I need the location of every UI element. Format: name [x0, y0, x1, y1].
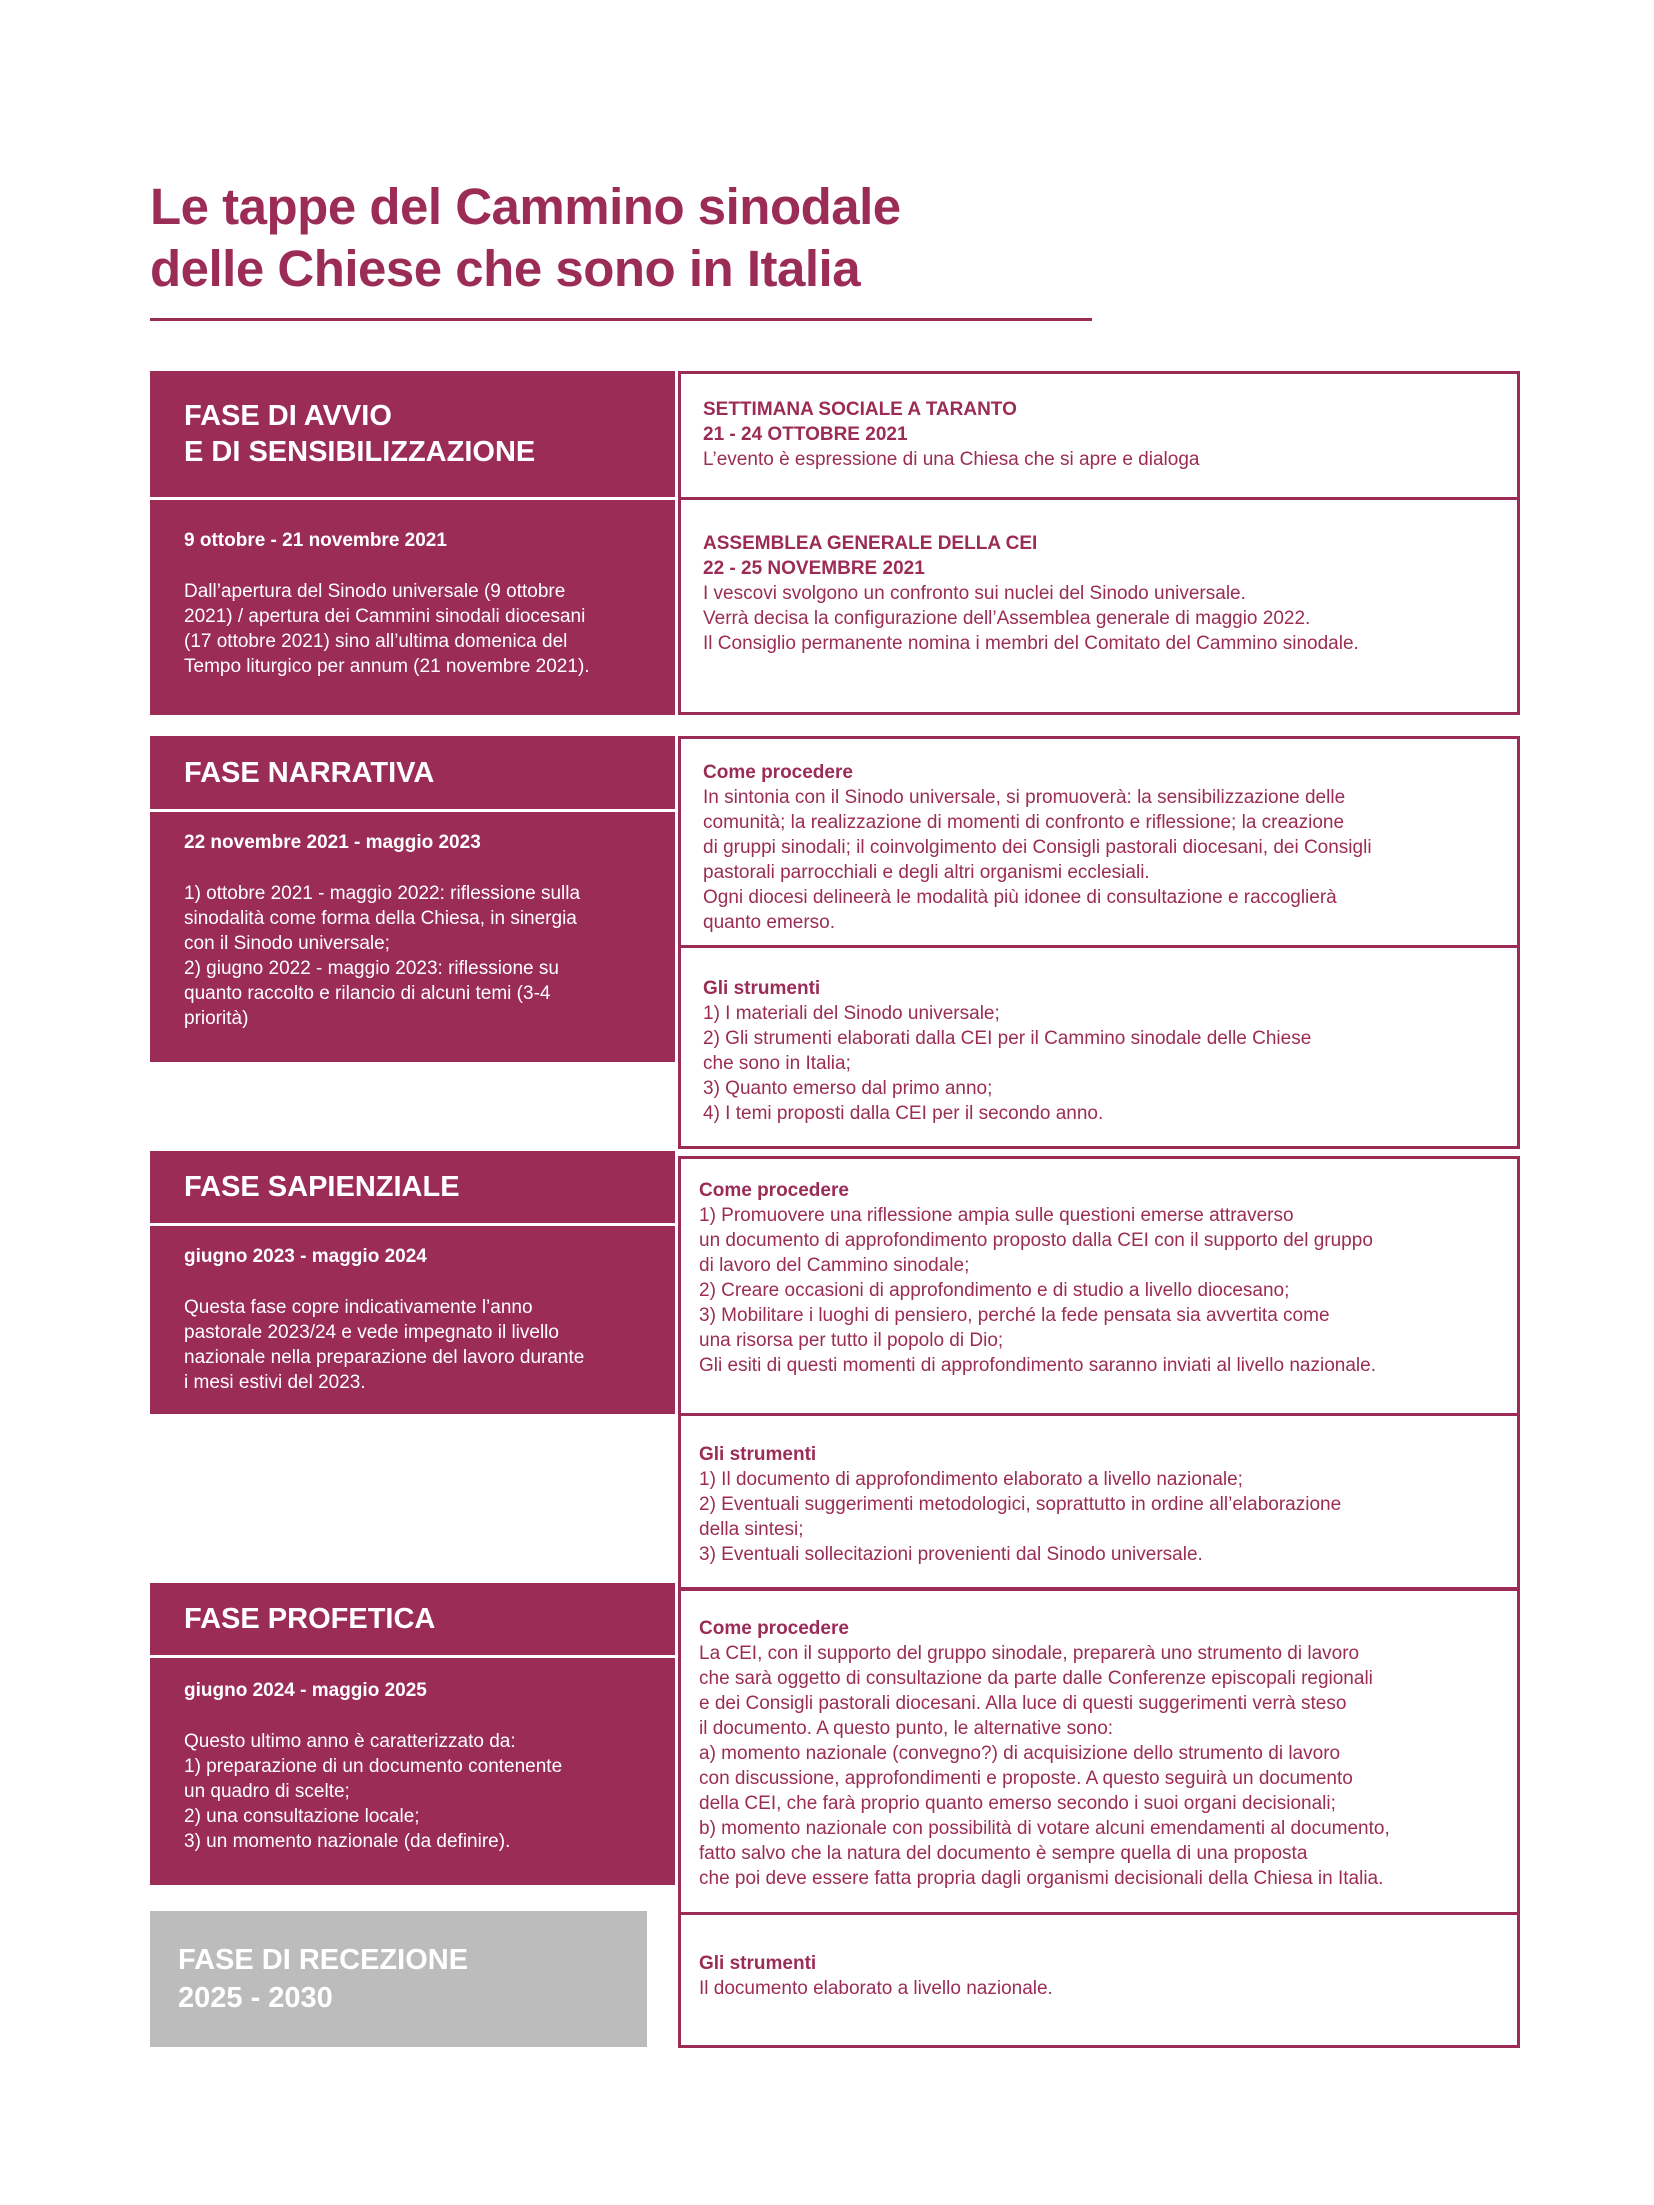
box-narrativa-procedere-heading: Come procedere — [703, 762, 853, 783]
box-settimana-heading-1: SETTIMANA SOCIALE A TARANTO — [703, 399, 1017, 420]
phase-narrativa-heading-text: FASE NARRATIVA — [184, 756, 435, 789]
phase-avvio-description: Dall’apertura del Sinodo universale (9 ottobre 2021) / apertura dei Cammini sinodali diocesani (17 ottobre 2021) sino all’ultima domenica del Tempo liturgico per annum (21 novembre 2021). — [184, 581, 590, 677]
phase-avvio-heading-line1: FASE DI AVVIO — [184, 400, 392, 432]
phase-profetica-heading-text: FASE PROFETICA — [184, 1603, 436, 1635]
box-assemblea-text: I vescovi svolgono un confronto sui nuclei del Sinodo universale. Verrà decisa la configurazione dell’Assemblea generale di maggio 2022. Il Consiglio permanente nomina i membri del Comitato del Cammino sinodale. — [703, 583, 1359, 654]
phase-sapienziale-heading — [150, 1151, 675, 1223]
phase-sapienziale-dates: giugno 2023 - maggio 2024 — [184, 1246, 427, 1267]
phase-recezione-years: 2025 - 2030 — [178, 1982, 333, 2014]
box-narrativa-strumenti-heading: Gli strumenti — [703, 978, 821, 999]
box-profetica-procedere-heading: Come procedere — [699, 1618, 849, 1639]
box-narrativa-strumenti-text: 1) I materiali del Sinodo universale; 2) Gli strumenti elaborati dalla CEI per il Cammino sinodale delle Chiese che sono in Italia; 3) Quanto emerso dal primo anno; 4) I temi proposti dalla CEI per il secondo anno. — [703, 1003, 1312, 1124]
phase-sapienziale-description: Questa fase copre indicativamente l’anno pastorale 2023/24 e vede impegnato il livello nazionale nella preparazione del lavoro durante i mesi estivi del 2023. — [184, 1297, 585, 1393]
title-divider — [150, 318, 1092, 321]
box-sapienziale-strumenti — [678, 1413, 1520, 1590]
box-profetica-strumenti-heading: Gli strumenti — [699, 1953, 817, 1974]
box-sapienziale-strumenti-text: 1) Il documento di approfondimento elaborato a livello nazionale; 2) Eventuali suggerimenti metodologici, soprattutto in ordine all’elaborazione della sintesi; 3) Eventuali sollecitazioni provenienti dal Sinodo universale. — [699, 1469, 1342, 1565]
box-profetica-procedere-text: La CEI, con il supporto del gruppo sinodale, preparerà uno strumento di lavoro che sarà oggetto di consultazione da parte dalle Conferenze episcopali regionali e dei Consigli pastorali diocesani. Alla luce di questi suggerimenti verrà steso il documento. A questo punto, le alternative sono: a) momento nazionale (convegno?) di acquisizione dello strumento di lavoro con discussione, approfondimenti e proposte. A questo seguirà un documento della CEI, che farà proprio quanto emerso secondo i suoi organi decisionali; b) momento nazionale con possibilità di votare alcuni emendamenti al documento, fatto salvo che la natura del documento è sempre quella di una proposta che poi deve essere fatta propria dagli organismi decisionali della Chiesa in Italia. — [699, 1643, 1390, 1889]
box-settimana-text: L’evento è espressione di una Chiesa che si apre e dialoga — [703, 449, 1200, 470]
phase-profetica-dates: giugno 2024 - maggio 2025 — [184, 1680, 427, 1701]
page-title-line2: delle Chiese che sono in Italia — [150, 240, 861, 297]
box-profetica-strumenti — [678, 1912, 1520, 2048]
phase-avvio-heading-line2: E DI SENSIBILIZZAZIONE — [184, 436, 536, 468]
phase-sapienziale-body — [150, 1226, 675, 1414]
box-sapienziale-procedere-text: 1) Promuovere una riflessione ampia sulle questioni emerse attraverso un documento di approfondimento proposto dalla CEI con il supporto del gruppo di lavoro del Cammino sinodale; 2) Creare occasioni di approfondimento e di studio a livello diocesano; 3) Mobilitare i luoghi di pensiero, perché la fede pensata sia avvertita come una risorsa per tutto il popolo di Dio; Gli esiti di questi momenti di approfondimento saranno inviati al livello nazionale. — [699, 1205, 1376, 1376]
box-sapienziale-strumenti-heading: Gli strumenti — [699, 1444, 817, 1465]
phase-narrativa-description: 1) ottobre 2021 - maggio 2022: riflessione sulla sinodalità come forma della Chiesa, in sinergia con il Sinodo universale; 2) giugno 2022 - maggio 2023: riflessione su quanto raccolto e rilancio di alcuni temi (3-4 priorità) — [184, 883, 581, 1029]
phase-recezione-heading: FASE DI RECEZIONE — [178, 1944, 469, 1976]
page-title — [150, 176, 1150, 300]
phase-avvio-heading — [150, 371, 675, 497]
page-title-line1: Le tappe del Cammino sinodale — [150, 178, 901, 235]
box-sapienziale-procedere — [678, 1156, 1520, 1416]
box-sapienziale-procedere-heading: Come procedere — [699, 1180, 849, 1201]
box-assemblea-heading-2: 22 - 25 NOVEMBRE 2021 — [703, 558, 925, 579]
phase-avvio-body — [150, 500, 675, 715]
box-settimana-sociale — [678, 371, 1520, 500]
phase-sapienziale-heading-text: FASE SAPIENZIALE — [184, 1171, 460, 1203]
phase-profetica-body — [150, 1658, 675, 1885]
box-narrativa-strumenti — [678, 945, 1520, 1149]
phase-profetica-heading — [150, 1583, 675, 1655]
box-profetica-procedere — [678, 1588, 1520, 1915]
phase-narrativa-body — [150, 812, 675, 1062]
box-profetica-strumenti-text: Il documento elaborato a livello nazionale. — [699, 1978, 1053, 1999]
box-settimana-heading-2: 21 - 24 OTTOBRE 2021 — [703, 424, 908, 445]
phase-profetica-description: Questo ultimo anno è caratterizzato da: 1) preparazione di un documento contenente un quadro di scelte; 2) una consultazione locale; 3) un momento nazionale (da definire). — [184, 1731, 563, 1852]
phase-narrativa-heading — [150, 736, 675, 809]
box-narrativa-procedere — [678, 736, 1520, 948]
box-assemblea-heading-1: ASSEMBLEA GENERALE DELLA CEI — [703, 533, 1038, 554]
phase-avvio-dates: 9 ottobre - 21 novembre 2021 — [184, 530, 447, 551]
phase-narrativa-dates: 22 novembre 2021 - maggio 2023 — [184, 832, 481, 853]
phase-recezione — [150, 1911, 647, 2047]
box-assemblea-generale — [678, 497, 1520, 715]
box-narrativa-procedere-text: In sintonia con il Sinodo universale, si promuoverà: la sensibilizzazione delle comunità; la realizzazione di momenti di confronto e riflessione; la creazione di gruppi sinodali; il coinvolgimento dei Consigli pastorali diocesani, dei Consigli pastorali parrocchiali e degli altri organismi ecclesiali. Ogni diocesi delineerà le modalità più idonee di consultazione e raccoglierà quanto emerso. — [703, 787, 1372, 933]
